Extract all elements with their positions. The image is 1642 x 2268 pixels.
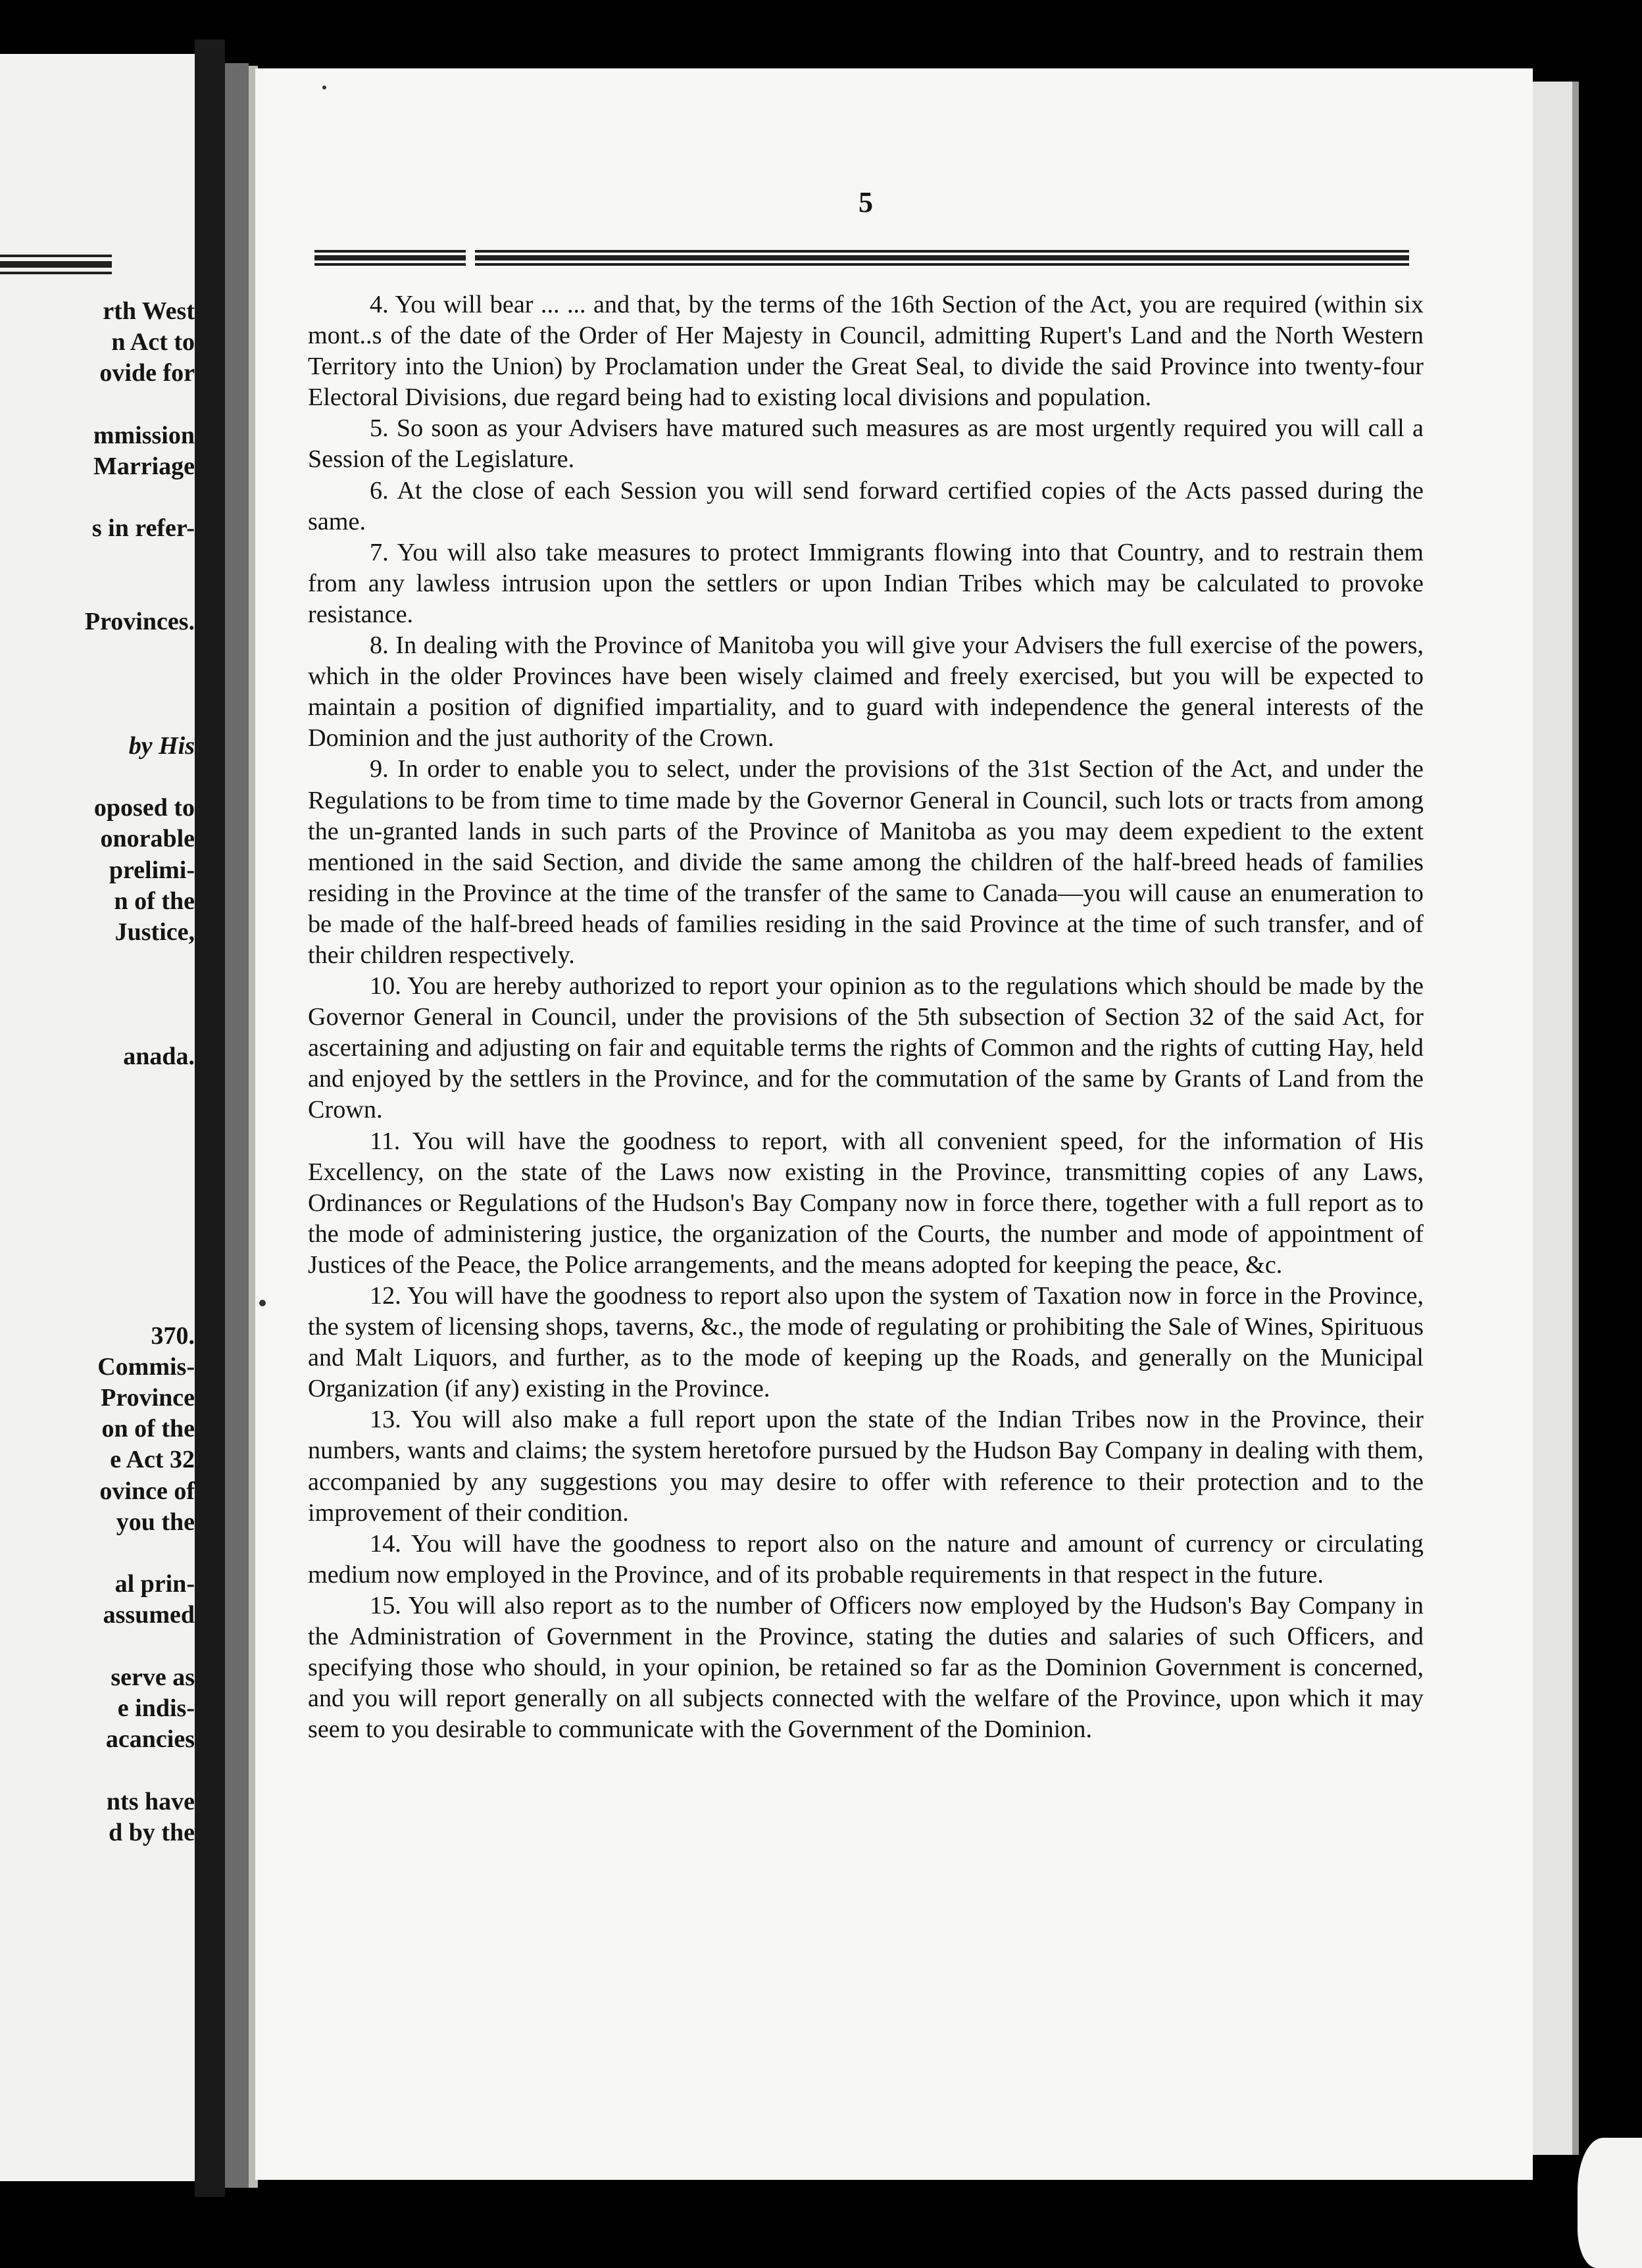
paragraph-7: 7. You will also take measures to protect Immigrants flowing into that Country, and to restrain them from any lawless intrusion upon the settlers or upon Indian Tribes which may be calculated to provoke resistance. — [308, 538, 1424, 628]
paragraph-8: 8. In dealing with the Province of Manitoba you will give your Advisers the full exercise of the powers, which in the older Provinces have been wisely claimed and freely exercised, but you will be expected to maintain a position of dignified impartiality, and to guard with independence the general interests of the Dominion and the just authority of the Crown. — [308, 631, 1424, 752]
previous-page-fragment: you the — [116, 1508, 195, 1536]
previous-page-fragment: acancies — [105, 1725, 195, 1754]
previous-page-fragment: on of the — [101, 1415, 195, 1443]
previous-page-fragment: serve as — [111, 1663, 195, 1691]
book-gutter — [225, 63, 249, 2188]
paragraph-9: 9. In order to enable you to select, under the provisions of the 31st Section of the Act, and under the Regulations to be from time to time made by the Governor General in Council, such lots or tracts from among the un-granted lands in such parts of the Province of Manitoba as you may deem expedient to the extent mentioned in the said Section, and divide the same among the children of the half-breed heads of families residing in the Province at the time of the transfer of the same to Canada—you will cause an enumeration to be made of the half-breed heads of families residing in the said Province at the time of such transfer, and of their children respectively. — [308, 755, 1424, 969]
previous-page-fragment: Justice, — [114, 918, 195, 946]
previous-page-fragment: 370. — [151, 1321, 195, 1350]
page-edge — [1533, 82, 1572, 2155]
left-page-rule-middle — [0, 261, 112, 268]
previous-page-fragment: prelimi- — [109, 856, 195, 884]
previous-page — [0, 54, 195, 2181]
left-page-rule-bottom — [0, 272, 112, 274]
previous-page-fragment: assumed — [103, 1601, 195, 1629]
previous-page-fragment: Marriage — [93, 453, 195, 480]
previous-page-fragment: e Act 32 — [110, 1446, 195, 1474]
paragraph-13: 13. You will also make a full report upon the state of the Indian Tribes now in the Province, their numbers, wants and claims; the system heretofore pursued by the Hudson Bay Company in dealing with them, accompanied by any suggestions you may desire to offer with reference to their protection and to the improvement of their condition. — [308, 1406, 1424, 1527]
paragraph-15: 15. You will also report as to the number of Officers now employed by the Hudson's Bay Company in the Administration of Government in the Province, stating the duties and salaries of such Officers, and specifying those who should, in your opinion, be retained so far as the Dominion Government is concerned, and you will report generally on all subjects connected with the welfare of the Province, upon which it may seem to you desirable to communicate with the Government of the Dominion. — [308, 1591, 1424, 1744]
page-corner-scrap — [1578, 2138, 1642, 2268]
page-edge-line — [1572, 82, 1579, 2155]
previous-page-fragment: oposed to — [93, 794, 195, 822]
paragraph-12: 12. You will have the goodness to report also upon the system of Taxation now in force in the Province, the system of licensing shops, taverns, &c., the mode of regulating or prohibiting the Sale of Wines, Spirituous and Malt Liquors, and further, as to the mode of keeping up the Roads, and generally on the Municipal Organization (if any) existing in the Province. — [308, 1282, 1424, 1403]
paragraph-10: 10. You are hereby authorized to report your opinion as to the regulations which should be made by the Governor General in Council, under the provisions of the 5th subsection of Section 32 of the said Act, for ascertaining and adjusting on fair and equitable terms the rights of Common and the rights of cutting Hay, held and enjoyed by the settlers in the Province, and for the commutation of the same by Grants of Land from the Crown. — [308, 972, 1424, 1124]
previous-page-fragment: by His — [128, 731, 195, 760]
previous-page-fragment: s in refer- — [91, 514, 195, 543]
previous-page-fragment: n Act to — [111, 328, 195, 357]
previous-page-fragment: anada. — [123, 1042, 195, 1070]
previous-page-fragment: n of the — [114, 887, 195, 915]
book-gutter-shadow — [195, 39, 225, 2197]
paragraph-5: 5. So soon as your Advisers have matured such measures as are most urgently required you will call a Session of the Legislature. — [308, 414, 1424, 474]
left-page-rule-top — [0, 255, 112, 257]
header-double-rule — [314, 250, 1409, 266]
document-body — [308, 289, 1424, 1745]
previous-page-fragment: onorable — [100, 825, 195, 853]
page-number: 5 — [858, 186, 873, 218]
paragraph-11: 11. You will have the goodness to report, with all convenient speed, for the information of His Excellency, on the state of the Laws now existing in the Province, transmitting copies of any Laws, Ordinances or Regulations of the Hudson's Bay Company now in force there, together with a full report as to the mode of administering justice, the organization of the Courts, the number and mode of appointment of Justices of the Peace, the Police arrangements, and the means adopted for keeping the peace, &c. — [308, 1127, 1424, 1279]
previous-page-fragment: Commis- — [97, 1352, 195, 1381]
page-speck — [322, 86, 326, 89]
previous-page-fragment: rth West — [103, 297, 195, 325]
previous-page-fragment: e indis- — [117, 1694, 195, 1722]
paragraph-6: 6. At the close of each Session you will send forward certified copies of the Acts passed during the same. — [308, 476, 1424, 535]
previous-page-fragment: d by the — [109, 1818, 195, 1846]
previous-page-fragment: ovince of — [99, 1477, 195, 1505]
previous-page-fragment: Provinces. — [84, 608, 195, 635]
paragraph-4: 4. You will bear ... ... and that, by the terms of the 16th Section of the Act, you are required (within six mont..s of the date of the Order of Her Majesty in Council, admitting Rupert's Land and the North Western Territory into the Union) by Proclamation under the Great Seal, to divide the said Province into twenty-four Electoral Divisions, due regard being had to existing local divisions and population. — [308, 291, 1424, 412]
previous-page-fragment: Province — [101, 1384, 195, 1412]
previous-page-fragment: al prin- — [114, 1570, 195, 1598]
previous-page-fragment: mmission — [93, 421, 195, 449]
page-speck — [259, 1300, 266, 1306]
previous-page-fragment: ovide for — [99, 359, 195, 387]
paragraph-14: 14. You will have the goodness to report also on the nature and amount of currency or circulating medium now employed in the Province, and of its probable requirements in that respect in the future. — [308, 1529, 1424, 1589]
previous-page-fragment: nts have — [106, 1787, 195, 1815]
